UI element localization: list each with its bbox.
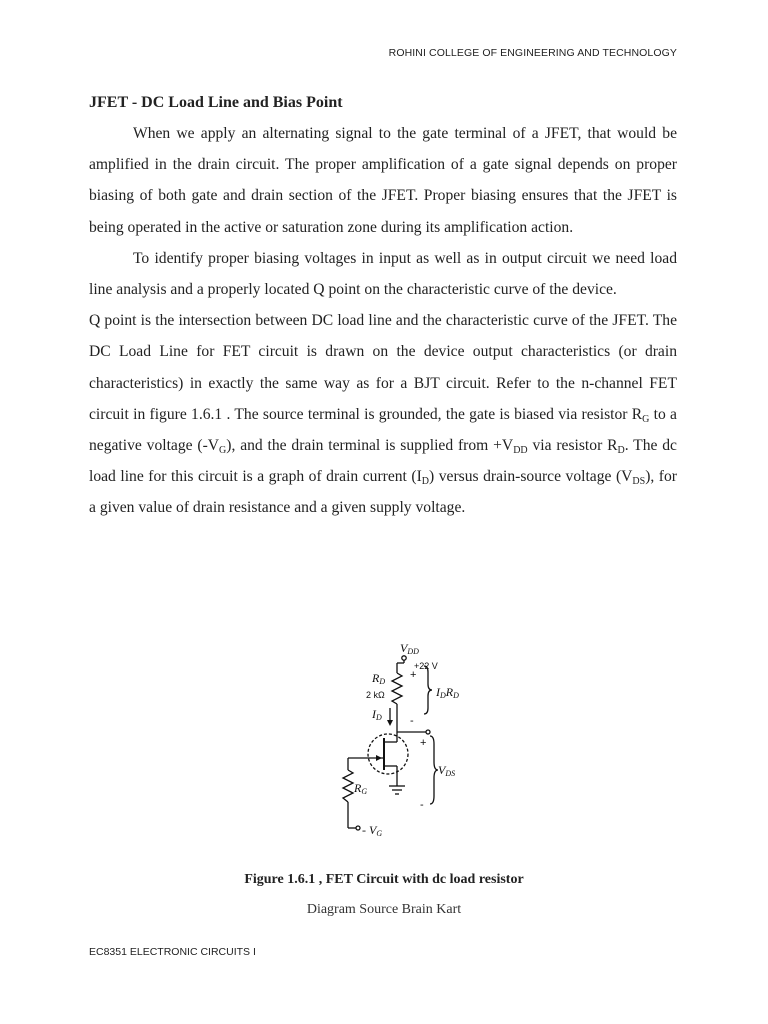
minus-sign-vds: -	[420, 799, 424, 811]
id-label: ID	[372, 707, 382, 722]
page-footer: EC8351 ELECTRONIC CIRCUITS I	[89, 946, 256, 958]
vds-label: VDS	[438, 763, 456, 778]
vg-label: - VG	[362, 823, 383, 838]
plus-sign-top: +	[410, 669, 417, 681]
body-text	[89, 118, 677, 524]
figure-caption: Figure 1.6.1 , FET Circuit with dc load resistor	[244, 872, 524, 887]
supply-voltage-label: +22 V	[414, 661, 438, 671]
vdd-label: VDD	[400, 641, 419, 656]
paragraph-1: When we apply an alternating signal to the gate terminal of a JFET, that would be amplified in the drain circuit. The proper amplification of a gate signal depends on proper biasing of both gate and drain section of the JFET. Proper biasing ensures that the JFET is being operated in the active or saturation zone during its amplification action.	[89, 125, 677, 236]
plus-sign-vds: +	[420, 737, 427, 749]
vdd-terminal	[402, 656, 406, 660]
idrd-label: IDRD	[436, 685, 459, 700]
fet-circuit-diagram	[318, 636, 488, 846]
paragraph-2: To identify proper biasing voltages in input as well as in output circuit we need load line analysis and a properly located Q point on the characteristic curve of the device.	[89, 249, 677, 299]
jfet-symbol	[368, 734, 408, 774]
gate-resistor	[343, 770, 353, 802]
minus-sign-top: -	[410, 715, 414, 727]
figure-source: Diagram Source Brain Kart	[306, 902, 462, 917]
paragraph-3: Q point is the intersection between DC load line and the characteristic curve of the JFET. The DC Load Line for FET circuit is drawn on the device output characteristics (or drain characteristics) in exactly the same way as for a BJT circuit. Refer to the n-channel FET circuit in figure 1.6.1 . The source terminal is grounded, the gate is biased via resistor $R_G$ to a negative voltage $(-V_G)$, and the drain terminal is supplied from $+V_{DD}$ via resistor $R_D$. The dc load line for this circuit is a graph of drain current $(I_D)$ versus drain-source voltage $(V_{DS})$, for a given value of drain resistance and a given supply voltage.	[89, 312, 677, 517]
section-title: JFET - DC Load Line and Bias Point	[89, 94, 343, 111]
drain-resistor	[392, 673, 402, 704]
rg-label: RG	[354, 781, 368, 796]
vg-terminal	[356, 826, 360, 830]
page-header: ROHINI COLLEGE OF ENGINEERING AND TECHNOLOGY	[388, 47, 677, 59]
rd-label: RD	[372, 671, 386, 686]
rd-value-label: 2 kΩ	[366, 690, 385, 700]
